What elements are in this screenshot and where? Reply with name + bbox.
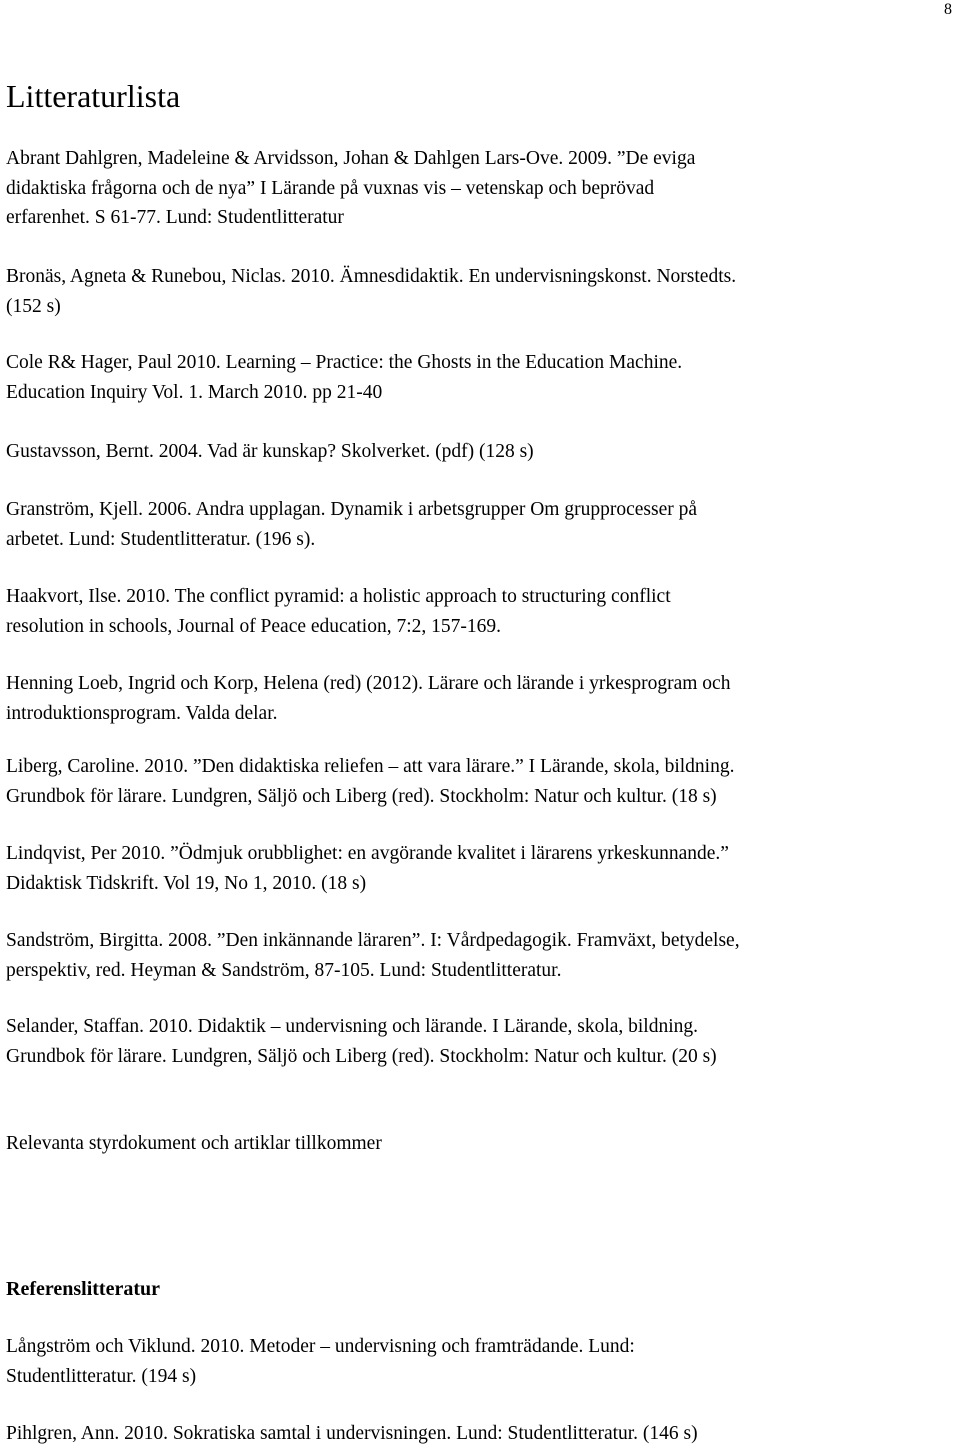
bibliography-entry: [6, 926, 958, 985]
bibliography-entry: [6, 348, 958, 407]
reference-entry: [6, 1419, 958, 1449]
entry-line: Didaktisk Tidskrift. Vol 19, No 1, 2010. (18 s): [6, 872, 367, 894]
entry-line: (152 s): [6, 295, 61, 317]
entry-line: Gustavsson, Bernt. 2004. Vad är kunskap? Skolverket. (pdf) (128 s): [6, 441, 534, 462]
entry-line: Liberg, Caroline. 2010. ”Den didaktiska reliefen – att vara lärare.” I Lärande, skola, bildning.: [6, 756, 735, 777]
entry-line: introduktionsprogram. Valda delar.: [6, 702, 278, 724]
bibliography-entry: [6, 437, 958, 467]
page-title: Litteraturlista: [6, 78, 181, 114]
entry-line: Grundbok för lärare. Lundgren, Säljö och Liberg (red). Stockholm: Natur och kultur. (18 s): [6, 785, 717, 807]
entry-line: Lindqvist, Per 2010. ”Ödmjuk orubblighet: en avgörande kvalitet i lärarens yrkeskunnande.”: [6, 843, 729, 864]
entry-line: Henning Loeb, Ingrid och Korp, Helena (red) (2012). Lärare och lärande i yrkesprogram och: [6, 673, 731, 694]
bibliography-entry: [6, 1012, 958, 1071]
supplementary-note: Relevanta styrdokument och artiklar tillkommer: [6, 1133, 382, 1154]
entry-line: Abrant Dahlgren, Madeleine & Arvidsson, Johan & Dahlgen Lars-Ove. 2009. ”De eviga: [6, 148, 696, 169]
bibliography-entry: [6, 752, 958, 811]
section-title-reference-literature: Referenslitteratur: [6, 1278, 161, 1300]
bibliography-entry: [6, 582, 958, 641]
entry-line: Haakvort, Ilse. 2010. The conflict pyramid: a holistic approach to structuring conflict: [6, 586, 671, 607]
entry-line: Grundbok för lärare. Lundgren, Säljö och Liberg (red). Stockholm: Natur och kultur. (20 s): [6, 1045, 717, 1067]
bibliography-entry: [6, 839, 958, 898]
bibliography-entry: [6, 144, 958, 233]
entry-line: Studentlitteratur. (194 s): [6, 1365, 197, 1387]
entry-line: erfarenhet. S 61-77. Lund: Studentlitteratur: [6, 207, 344, 228]
entry-line: Selander, Staffan. 2010. Didaktik – undervisning och lärande. I Lärande, skola, bildning.: [6, 1016, 699, 1037]
entry-line: Pihlgren, Ann. 2010. Sokratiska samtal i undervisningen. Lund: Studentlitteratur. (146 s): [6, 1423, 698, 1444]
entry-line: Långström och Viklund. 2010. Metoder – undervisning och framträdande. Lund:: [6, 1336, 635, 1357]
page-number: 8: [944, 1, 952, 18]
bibliography-entry: [6, 262, 958, 321]
entry-line: didaktiska frågorna och de nya” I Lärande på vuxnas vis – vetenskap och beprövad: [6, 177, 655, 199]
entry-line: perspektiv, red. Heyman & Sandström, 87-105. Lund: Studentlitteratur.: [6, 959, 562, 981]
entry-line: Sandström, Birgitta. 2008. ”Den inkännande läraren”. I: Vårdpedagogik. Framväxt, betydelse,: [6, 930, 740, 951]
bibliography-entry: [6, 495, 958, 554]
entry-line: resolution in schools, Journal of Peace education, 7:2, 157-169.: [6, 615, 501, 637]
reference-entry: [6, 1332, 958, 1391]
entry-line: Cole R& Hager, Paul 2010. Learning – Practice: the Ghosts in the Education Machine.: [6, 352, 683, 373]
entry-line: arbetet. Lund: Studentlitteratur. (196 s).: [6, 528, 316, 550]
entry-line: Education Inquiry Vol. 1. March 2010. pp 21-40: [6, 381, 383, 403]
entry-line: Bronäs, Agneta & Runebou, Niclas. 2010. Ämnesdidaktik. En undervisningskonst. Norstedts.: [6, 266, 737, 287]
bibliography-entry: [6, 669, 958, 728]
entry-line: Granström, Kjell. 2006. Andra upplagan. Dynamik i arbetsgrupper Om grupprocesser på: [6, 499, 697, 520]
